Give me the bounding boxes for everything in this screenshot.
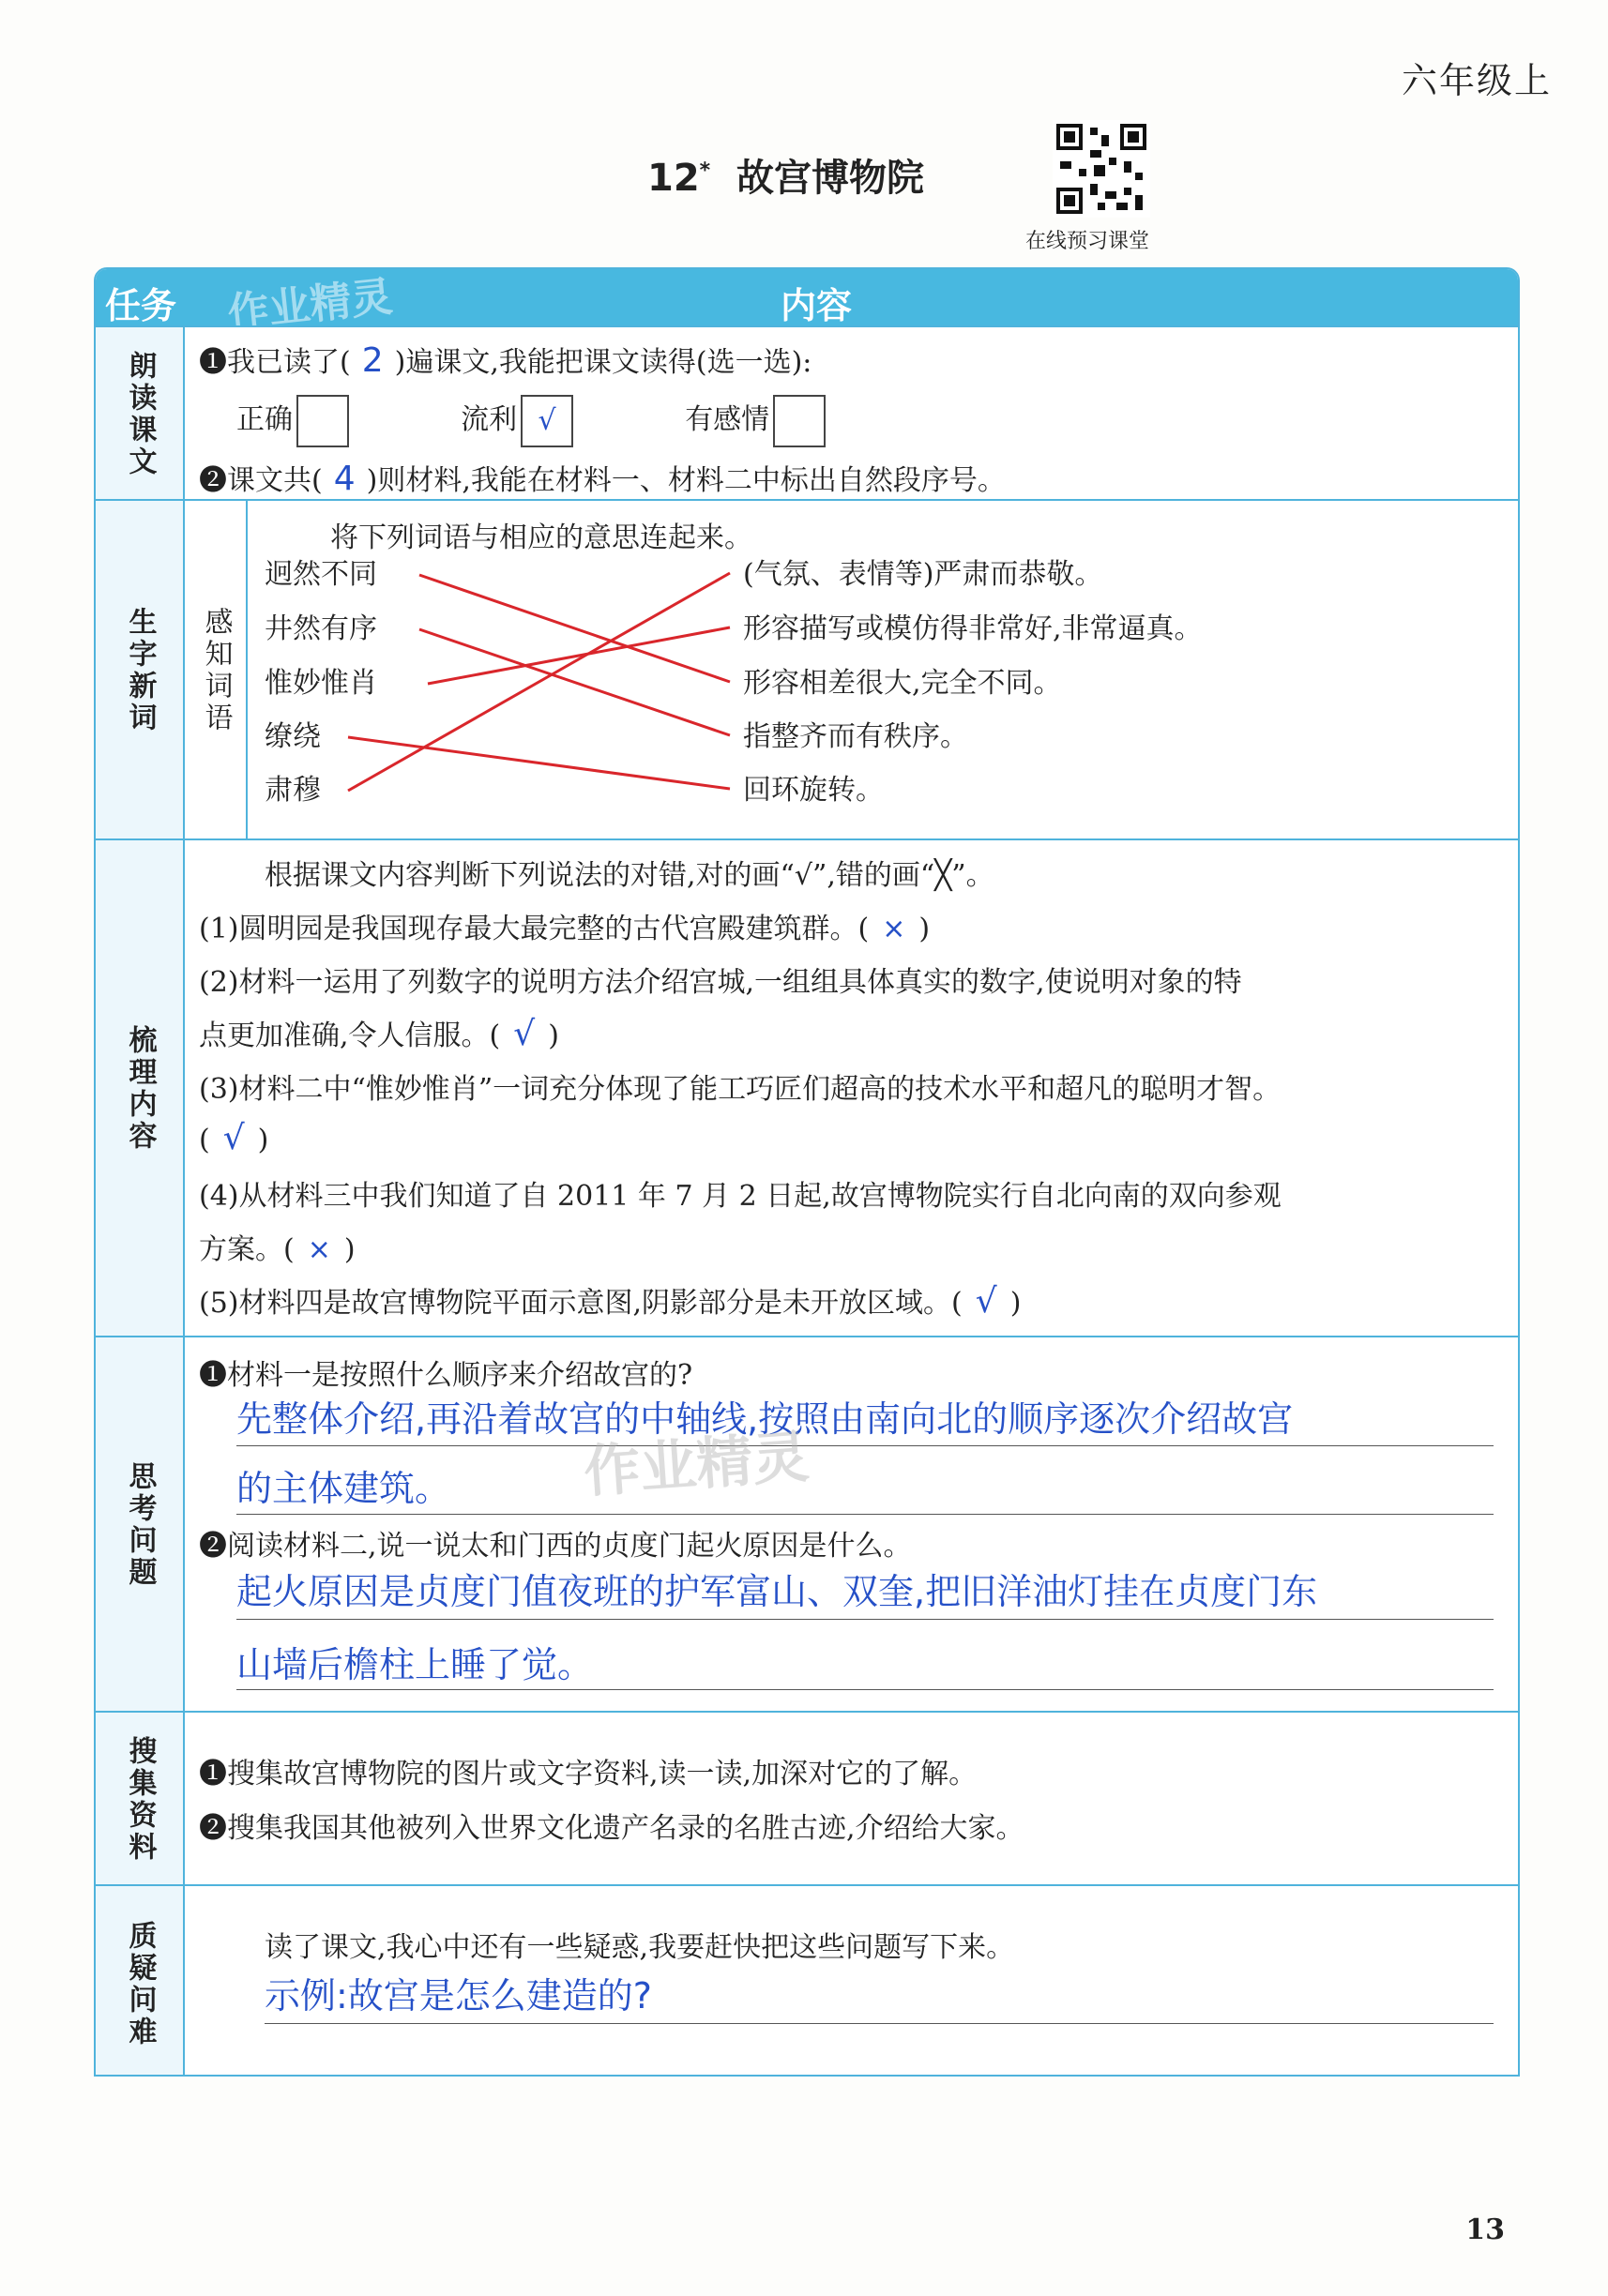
sort-s3a: (3)材料二中“惟妙惟肖”一词充分体现了能工巧匠们超高的技术水平和超凡的聪明才智。 bbox=[199, 1073, 1282, 1106]
read-options: 正确 流利 √ 有感情 bbox=[236, 395, 826, 447]
read-q1: ❶我已读了( 2 )遍课文,我能把课文读得(选一选): bbox=[199, 341, 812, 380]
row-label-sort: 梳理内容 bbox=[96, 840, 185, 1337]
row-words bbox=[96, 499, 1518, 840]
worksheet-table bbox=[94, 267, 1520, 2077]
answer-line bbox=[236, 1445, 1494, 1446]
word-right-2[interactable]: 形容相差很大,完全不同。 bbox=[743, 667, 1062, 700]
row-label-think: 思考问题 bbox=[96, 1337, 185, 1713]
answer-line bbox=[265, 2023, 1494, 2024]
collect-i1: ❶搜集故宫博物院的图片或文字资料,读一读,加深对它的了解。 bbox=[199, 1758, 978, 1790]
sort-s2a: (2)材料一运用了列数字的说明方法介绍宫城,一组组具体真实的数字,使说明对象的特 bbox=[199, 966, 1242, 999]
match-line-3 bbox=[348, 737, 730, 789]
word-left-1[interactable]: 井然有序 bbox=[265, 612, 377, 645]
think-a2b: 山墙后檐柱上睡了觉。 bbox=[236, 1644, 594, 1685]
think-a1b: 的主体建筑。 bbox=[236, 1468, 451, 1509]
sort-instruction: 根据课文内容判断下列说法的对错,对的画“√”,错的画“╳”。 bbox=[265, 859, 994, 892]
match-line-4 bbox=[348, 573, 730, 791]
sort-s4b: 方案。( × ) bbox=[199, 1233, 356, 1266]
header-content: 内容 bbox=[781, 285, 853, 326]
row-label-words: 生字新词 bbox=[96, 501, 185, 840]
lesson-name: 故宫博物院 bbox=[736, 157, 925, 200]
word-right-0[interactable]: (气氛、表情等)严肃而恭敬。 bbox=[743, 558, 1103, 591]
answer-line bbox=[236, 1689, 1494, 1690]
lesson-number: 12 bbox=[647, 157, 700, 200]
sub-label-words: 感知词语 bbox=[185, 501, 248, 840]
lesson-star: * bbox=[699, 159, 711, 183]
sort-s5: (5)材料四是故宫博物院平面示意图,阴影部分是未开放区域。( √ ) bbox=[199, 1282, 1022, 1321]
word-right-4[interactable]: 回环旋转。 bbox=[743, 774, 884, 807]
row-sort bbox=[96, 838, 1518, 1337]
read-q1-answer: 2 bbox=[361, 341, 384, 380]
row-label-question: 质疑问难 bbox=[96, 1886, 185, 2077]
answer-line bbox=[236, 1514, 1494, 1515]
word-right-3[interactable]: 指整齐而有秩序。 bbox=[743, 720, 968, 753]
sort-s1: (1)圆明园是我国现存最大最完整的古代宫殿建筑群。( × ) bbox=[199, 913, 931, 945]
question-instruction: 读了课文,我心中还有一些疑惑,我要赶快把这些问题写下来。 bbox=[265, 1931, 1015, 1964]
think-a1a: 先整体介绍,再沿着故宫的中轴线,按照由南向北的顺序逐次介绍故宫 bbox=[236, 1398, 1294, 1440]
match-line-0 bbox=[419, 575, 730, 682]
grade-label: 六年级上 bbox=[1401, 60, 1552, 101]
word-left-0[interactable]: 迥然不同 bbox=[265, 558, 377, 591]
think-a2a: 起火原因是贞度门值夜班的护军富山、双奎,把旧洋油灯挂在贞度门东 bbox=[236, 1571, 1318, 1612]
header-task: 任务 bbox=[105, 285, 177, 326]
page-number: 13 bbox=[1465, 2213, 1505, 2246]
watermark-body: 作业精灵 bbox=[582, 1424, 812, 1506]
lesson-title bbox=[647, 148, 924, 202]
think-q1: ❶材料一是按照什么顺序来介绍故宫的? bbox=[199, 1359, 693, 1392]
sort-s4a: (4)从材料三中我们知道了自 2011 年 7 月 2 日起,故宫博物院实行自北向南的双向参观 bbox=[199, 1180, 1282, 1213]
question-answer: 示例:故宫是怎么建造的? bbox=[265, 1975, 652, 2017]
checkbox-fluent[interactable]: √ bbox=[521, 395, 573, 447]
word-left-3[interactable]: 缭绕 bbox=[265, 720, 321, 753]
match-line-1 bbox=[419, 629, 730, 735]
word-left-2[interactable]: 惟妙惟肖 bbox=[265, 667, 377, 700]
word-left-4[interactable]: 肃穆 bbox=[265, 774, 321, 807]
collect-i2: ❷搜集我国其他被列入世界文化遗产名录的名胜古迹,介绍给大家。 bbox=[199, 1812, 1024, 1845]
row-collect bbox=[96, 1711, 1518, 1886]
watermark-header: 作业精灵 bbox=[225, 272, 395, 339]
sort-s3b: ( √ ) bbox=[199, 1119, 269, 1157]
qr-code-icon[interactable] bbox=[1053, 120, 1150, 218]
words-instruction: 将下列词语与相应的意思连起来。 bbox=[330, 521, 752, 554]
think-q2: ❷阅读材料二,说一说太和门西的贞度门起火原因是什么。 bbox=[199, 1530, 912, 1563]
sort-s2b: 点更加准确,令人信服。( √ ) bbox=[199, 1015, 559, 1053]
checkbox-emotional[interactable] bbox=[773, 395, 826, 447]
row-think bbox=[96, 1336, 1518, 1713]
read-q2: ❷课文共( 4 )则材料,我能在材料一、材料二中标出自然段序号。 bbox=[199, 460, 1006, 498]
match-line-2 bbox=[428, 627, 730, 684]
row-label-collect: 搜集资料 bbox=[96, 1713, 185, 1886]
match-lines bbox=[96, 501, 1514, 840]
row-question bbox=[96, 1884, 1518, 2077]
checkbox-correct[interactable] bbox=[296, 395, 349, 447]
row-label-read: 朗读课文 bbox=[96, 327, 185, 501]
qr-label: 在线预习课堂 bbox=[1025, 230, 1150, 253]
table-header bbox=[96, 269, 1518, 339]
answer-line bbox=[236, 1619, 1494, 1620]
word-right-1[interactable]: 形容描写或模仿得非常好,非常逼真。 bbox=[743, 612, 1203, 645]
read-q2-answer: 4 bbox=[333, 460, 356, 498]
row-read bbox=[96, 325, 1518, 501]
